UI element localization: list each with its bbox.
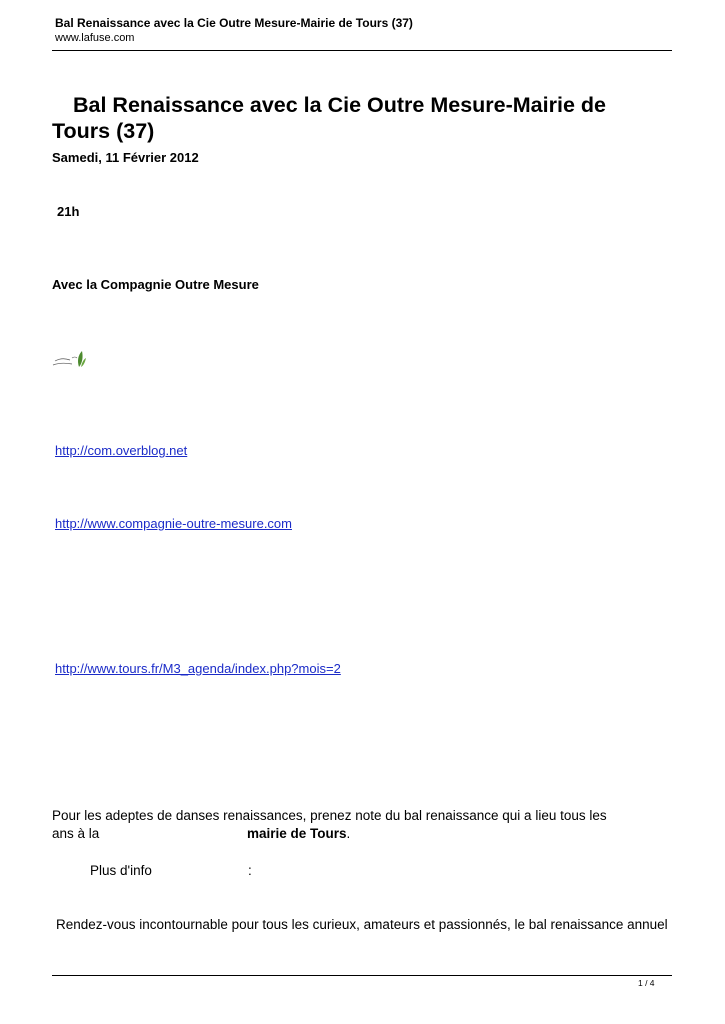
page-number: 1 / 4 [638, 978, 655, 988]
paragraph-1-bold-wrap [247, 826, 350, 841]
header-site-url: www.lafuse.com [55, 32, 135, 44]
event-time: 21h [57, 204, 80, 219]
link-tours-agenda[interactable]: http://www.tours.fr/M3_agenda/index.php?mois=2 [55, 661, 341, 676]
link-overblog[interactable]: http://com.overblog.net [55, 443, 188, 458]
paragraph-1-line-1: Pour les adeptes de danses renaissances, prenez note du bal renaissance qui a lieu tous les [52, 808, 607, 823]
footer-divider [52, 975, 672, 976]
company-logo [52, 349, 86, 369]
event-date: Samedi, 11 Février 2012 [52, 150, 199, 165]
paragraph-1-start: ans à la [52, 826, 100, 841]
company-line: Avec la Compagnie Outre Mesure [52, 277, 259, 292]
paragraph-1-line-2 [52, 826, 99, 841]
paragraph-2: Rendez-vous incontournable pour tous les curieux, amateurs et passionnés, le bal renaissance annuel [56, 917, 668, 932]
page-title-text: Bal Renaissance avec la Cie Outre Mesure-Mairie de Tours (37) [52, 93, 606, 143]
more-info-label: Plus d'info [90, 863, 152, 878]
paragraph-1-end: . [346, 826, 351, 841]
company-logo-image [52, 349, 86, 369]
page-title [52, 92, 652, 144]
header-divider [52, 50, 672, 51]
paragraph-1-bold: mairie de Tours [247, 826, 347, 841]
header-title: Bal Renaissance avec la Cie Outre Mesure-Mairie de Tours (37) [55, 16, 413, 30]
more-info-colon: : [248, 863, 252, 878]
link-compagnie-outre-mesure[interactable]: http://www.compagnie-outre-mesure.com [55, 516, 292, 531]
